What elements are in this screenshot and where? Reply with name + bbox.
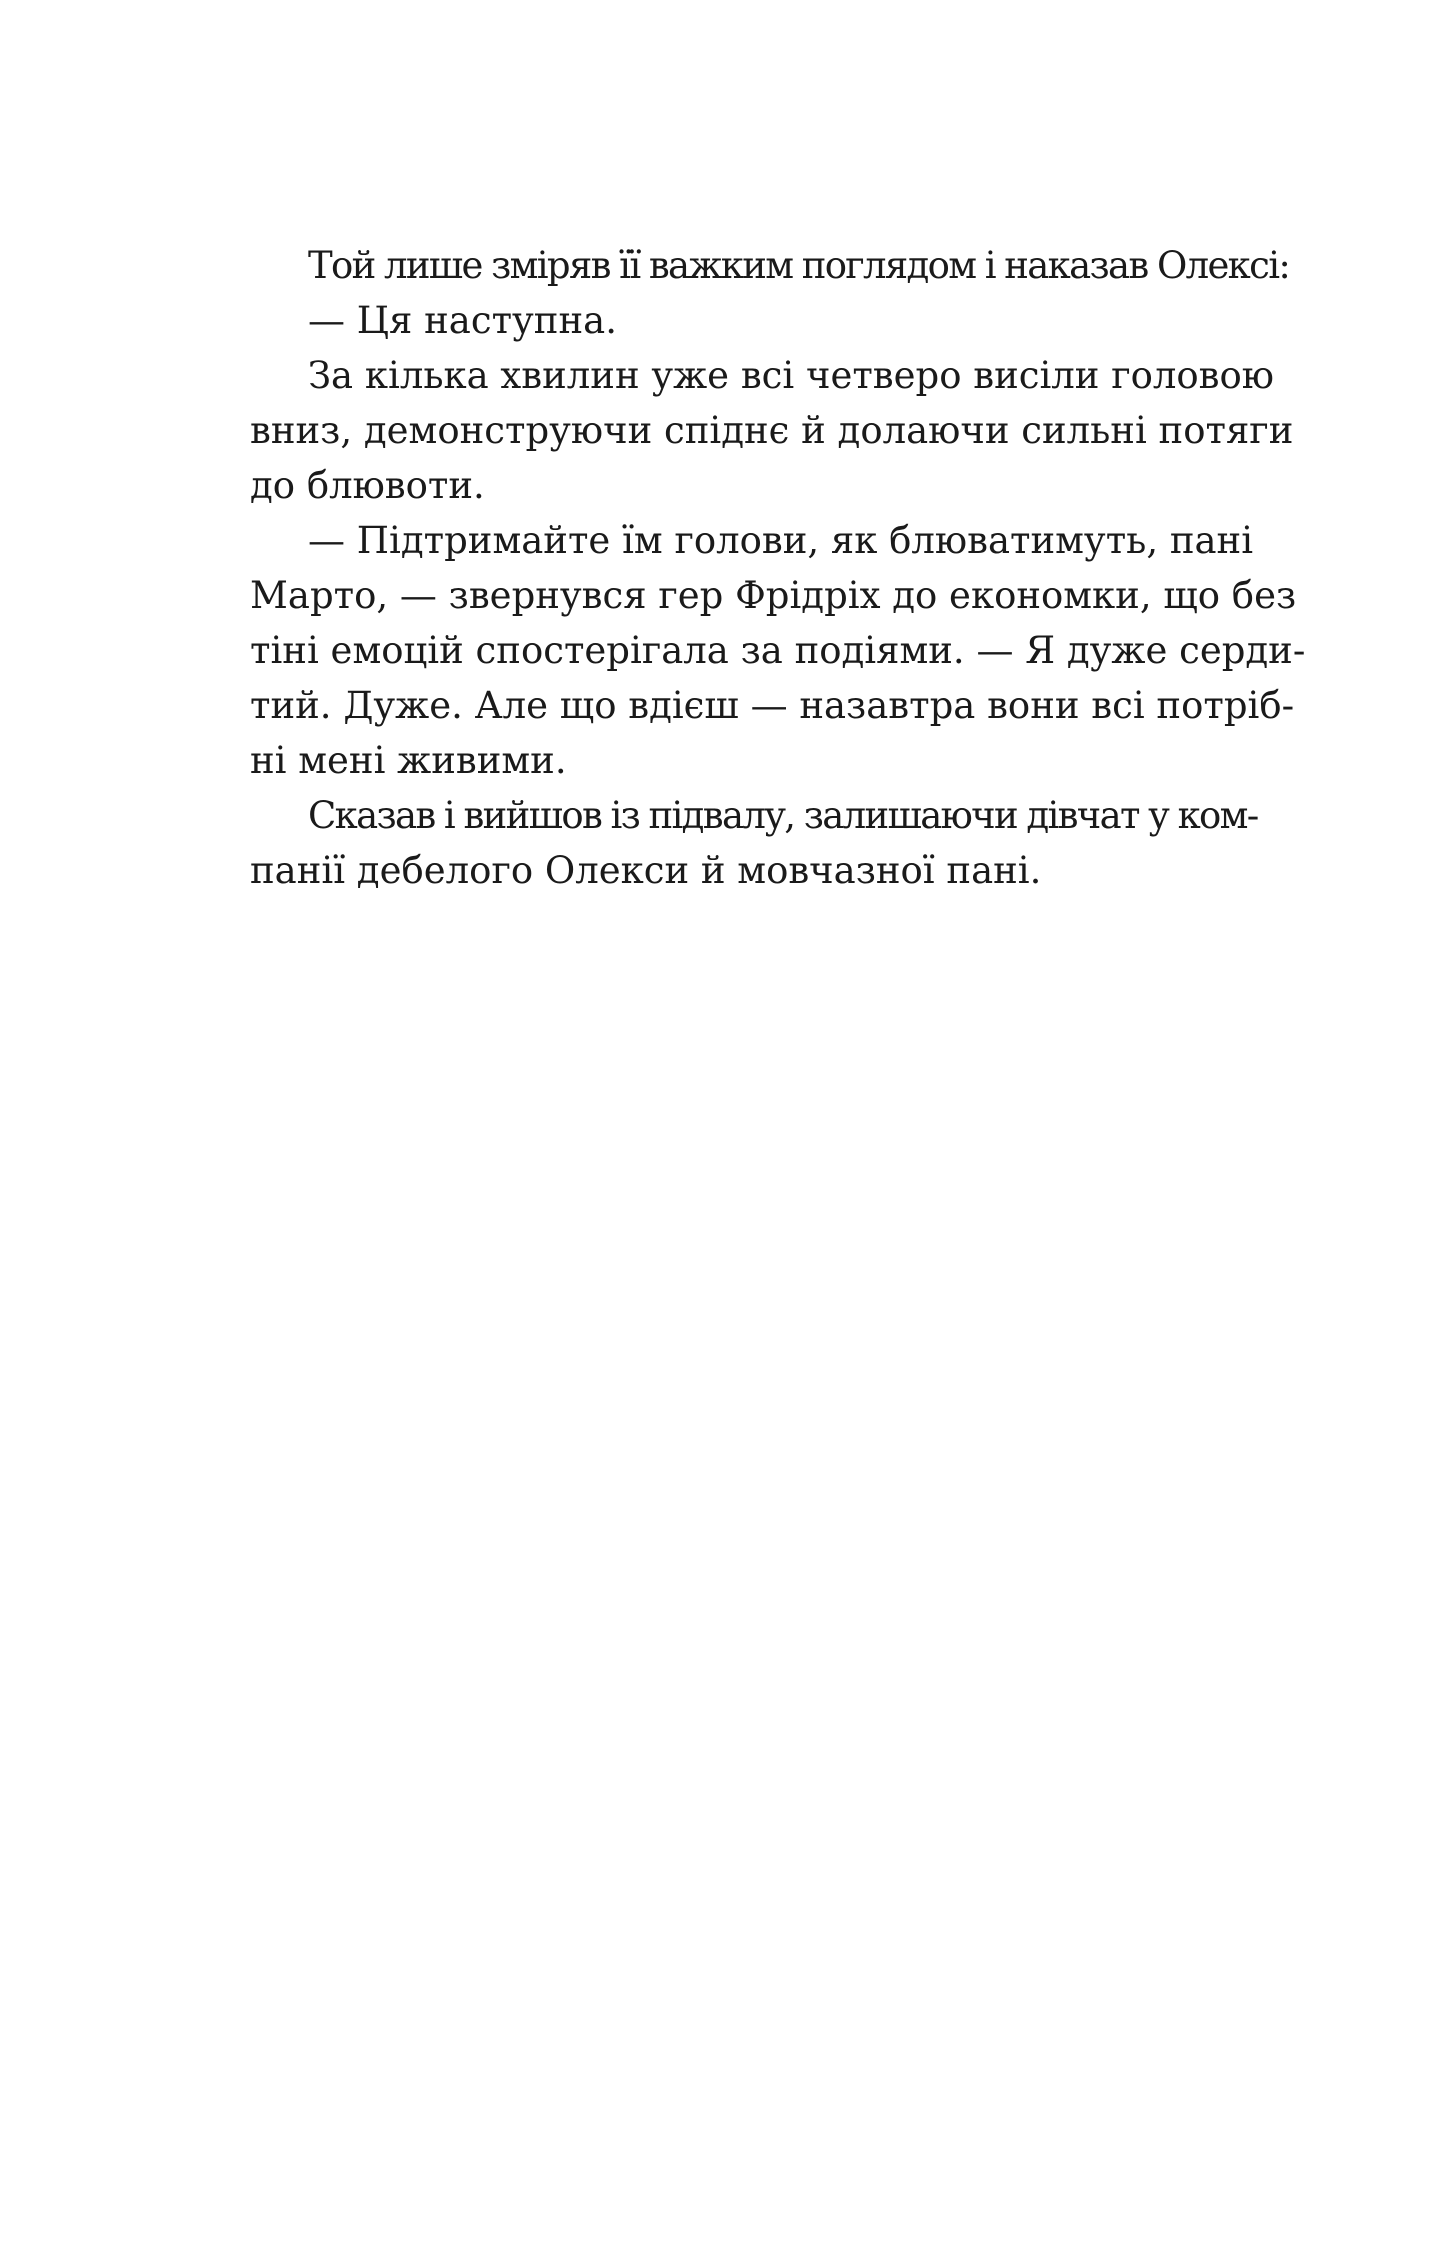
text-line: Сказав і вийшов із підвалу, залишаючи дівчат у ком- [308,794,1258,837]
paragraph-1 [250,238,1290,293]
paragraph-2 [250,293,1244,348]
paragraph-4 [250,513,1306,788]
paragraph-5 [250,788,1258,898]
text-line: тіні емоцій спостерігала за подіями. — Я дуже серди- [250,629,1306,672]
text-line: вниз, демонструючи спіднє й долаючи сильні потяги [250,409,1294,452]
text-line: тий. Дуже. Але що вдієш — назавтра вони всі потріб- [250,684,1295,727]
text-line: панії дебелого Олекси й мовчазної пані. [250,849,1042,892]
text-line: Марто, — звернувся гер Фрідріх до економки, що без [250,574,1297,617]
text-line: до блювоти. [250,464,485,507]
text-line: ні мені живими. [250,739,567,782]
paragraph-3 [250,348,1294,513]
text-line: Той лише зміряв її важким поглядом і наказав Олексі: [308,244,1290,287]
text-line: — Ця наступна. [308,299,617,342]
text-line: — Підтримайте їм голови, як блюватимуть, пані [308,519,1254,562]
text-line: За кілька хвилин уже всі четверо висіли головою [308,354,1274,397]
body-text [250,238,1306,898]
